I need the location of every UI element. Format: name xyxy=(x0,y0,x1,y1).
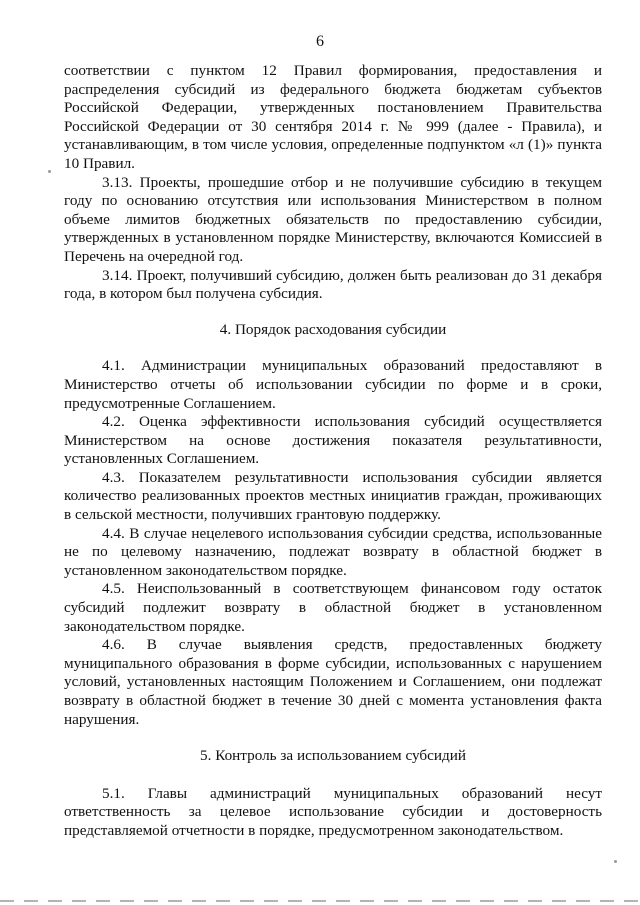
paragraph-4-5: 4.5. Неиспользованный в соответствующем финансовом году остаток субсидий подлежит возврату в областной бюджет в установленном законодательством порядке. xyxy=(64,580,602,635)
section-5-heading: 5. Контроль за использованием субсидий xyxy=(200,747,466,765)
document-body xyxy=(64,62,602,841)
paragraph-4-4: 4.4. В случае нецелевого использования субсидии средства, использованные не по целевому назначению, подлежат возврату в областной бюджет в установленном законодательством порядке. xyxy=(64,524,602,579)
paragraph-3-14: 3.14. Проект, получивший субсидию, должен быть реализован до 31 декабря года, в котором был получена субсидия. xyxy=(64,266,602,303)
paragraph-4-1: 4.1. Администрации муниципальных образований предоставляют в Министерство отчеты об использовании субсидии по форме и в сроки, предусмотренные Соглашением. xyxy=(64,357,602,412)
scan-edge-artifact xyxy=(0,900,640,902)
paragraph-4-2: 4.2. Оценка эффективности использования субсидий осуществляется Министерством на основе достижения показателя результативности, установленных Соглашением. xyxy=(64,413,602,468)
paragraph-4-3: 4.3. Показателем результативности использования субсидии является количество реализованных проектов местных инициатив граждан, проживающих в сельской местности, получивших грантовую поддержку. xyxy=(64,468,602,524)
section-4-heading: 4. Порядок расходования субсидии xyxy=(219,320,447,338)
page-number: 6 xyxy=(316,33,324,50)
paragraph-continuation: соответствии с пунктом 12 Правил формирования, предоставления и распределения субсидий из федерального бюджета бюджетам субъектов Российской Федерации, утвержденных постановлением Правительства Российской Федерации от 30 сентября 2014 г. № 999 (далее - Правила), и устанавливающим, в том числе условия, определенные подпунктом «л (1)» пункта 10 Правил. xyxy=(64,62,602,172)
paragraph-3-13: 3.13. Проекты, прошедшие отбор и не получившие субсидию в текущем году по основанию отсутствия или использования Министерством в полном объеме лимитов бюджетных обязательств по предоставлению субсидии, утвержденных в установленном порядке Министерству, включаются Комиссией в Перечень на очередной год. xyxy=(64,173,602,265)
scan-speck xyxy=(48,170,51,173)
paragraph-4-6: 4.6. В случае выявления средств, предоставленных бюджету муниципального образования в форме субсидии, использованных с нарушением условий, установленных настоящим Положением и Соглашением, они подлежат возврату в областной бюджет в течение 30 дней с момента установления факта нарушения. xyxy=(64,636,602,728)
paragraph-5-1: 5.1. Главы администраций муниципальных образований несут ответственность за целевое использование субсидии и достоверность представляемой отчетности в порядке, предусмотренном законодательством. xyxy=(64,784,602,839)
scan-speck xyxy=(614,860,617,863)
